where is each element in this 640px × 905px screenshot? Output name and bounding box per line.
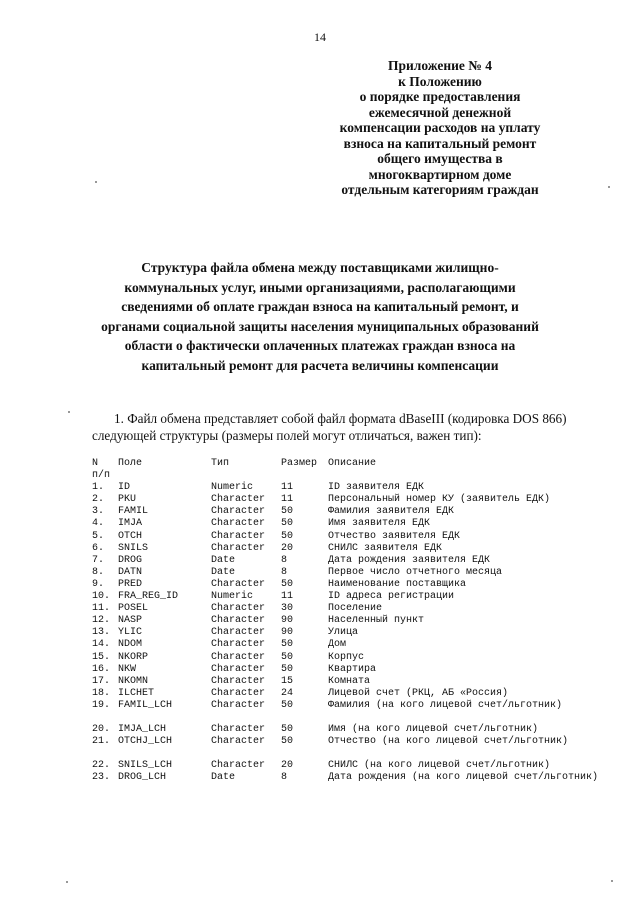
field-name: NKORP <box>118 651 149 663</box>
field-size: 8 <box>281 554 288 566</box>
intro-line: следующей структуры (размеры полей могут отличаться, важен тип): <box>92 428 482 443</box>
table-row <box>92 664 602 676</box>
appendix-line: Приложение № 4 <box>388 58 492 73</box>
page-number: 14 <box>314 30 326 44</box>
field-name: NKOMN <box>118 675 149 687</box>
field-desc: Дата рождения (на кого лицевой счет/льготник) <box>328 772 599 784</box>
field-name: NASP <box>118 615 143 627</box>
field-size: 11 <box>281 482 294 494</box>
field-desc: Дата рождения заявителя ЕДК <box>328 554 491 566</box>
title-line: Структура файла обмена между поставщиками жилищно- <box>141 260 499 275</box>
table-body <box>92 482 602 796</box>
field-type: Character <box>211 639 266 651</box>
field-desc: Отчество заявителя ЕДК <box>328 530 461 542</box>
table-row <box>92 567 602 579</box>
field-desc: Лицевой счет (РКЦ, АБ «Россия) <box>328 687 509 699</box>
title-line: области о фактически оплаченных платежах граждан взноса на <box>124 338 516 353</box>
field-size: 90 <box>281 627 294 639</box>
appendix-line: компенсации расходов на уплату <box>339 120 541 135</box>
appendix-line: о порядке предоставления <box>359 89 521 104</box>
field-type: Character <box>211 736 266 748</box>
row-num: 7. <box>92 554 105 566</box>
appendix-line: ежемесячной денежной <box>368 104 512 120</box>
appendix-header <box>300 58 580 198</box>
row-num: 4. <box>92 518 105 530</box>
intro-paragraph <box>92 410 602 444</box>
field-size: 50 <box>281 506 294 518</box>
row-num: 6. <box>92 542 105 554</box>
field-size: 8 <box>281 772 288 784</box>
scan-speck <box>66 881 68 883</box>
field-name: YLIC <box>118 627 143 639</box>
scan-speck <box>68 411 70 413</box>
row-num: 16. <box>92 663 111 675</box>
field-name: IMJA_LCH <box>118 724 167 736</box>
document-title <box>60 258 580 375</box>
field-name: POSEL <box>118 603 149 615</box>
field-size: 50 <box>281 663 294 675</box>
field-name: ID <box>118 482 131 494</box>
scan-speck <box>611 880 613 882</box>
field-desc: Персональный номер КУ (заявитель ЕДК) <box>328 494 551 506</box>
field-size: 20 <box>281 542 294 554</box>
title-line: капитальный ремонт для расчета величины компенсации <box>141 357 499 373</box>
row-num: 8. <box>92 566 105 578</box>
field-type: Date <box>211 566 236 578</box>
field-name: IMJA <box>118 518 143 530</box>
field-desc: Первое число отчетного месяца <box>328 566 503 578</box>
table-row <box>92 615 602 627</box>
table-row <box>92 700 602 724</box>
field-type: Character <box>211 699 266 711</box>
field-desc: Поселение <box>328 603 383 615</box>
field-desc: Корпус <box>328 651 365 663</box>
field-type: Character <box>211 518 266 530</box>
table-row <box>92 579 602 591</box>
field-name: SNILS <box>118 542 149 554</box>
table-row <box>92 676 602 688</box>
intro-line: 1. Файл обмена представляет собой файл формата dBaseIII (кодировка DOS 866) <box>114 411 567 426</box>
table-header-row-2 <box>92 470 602 482</box>
title-line: сведениями об оплате граждан взноса на капитальный ремонт, и <box>121 299 519 314</box>
row-num: 21. <box>92 736 111 748</box>
field-size: 20 <box>281 760 294 772</box>
table-row <box>92 494 602 506</box>
table-row <box>92 724 602 736</box>
field-name: OTCHJ_LCH <box>118 736 173 748</box>
field-type: Character <box>211 578 266 590</box>
field-desc: Наименование поставщика <box>328 578 467 590</box>
field-desc: Фамилия заявителя ЕДК <box>328 506 455 518</box>
field-name: NDOM <box>118 639 143 651</box>
field-desc: СНИЛС (на кого лицевой счет/льготник) <box>328 760 551 772</box>
field-name: FAMIL_LCH <box>118 699 173 711</box>
field-type: Character <box>211 687 266 699</box>
field-size: 50 <box>281 699 294 711</box>
field-desc: Имя заявителя ЕДК <box>328 518 431 530</box>
field-type: Character <box>211 675 266 687</box>
scan-speck <box>95 181 97 183</box>
appendix-line: к Положению <box>398 73 482 89</box>
appendix-line: отдельным категориям граждан <box>341 182 539 197</box>
field-desc: Дом <box>328 639 347 651</box>
header-num-2: п/п <box>92 470 111 482</box>
row-num: 2. <box>92 494 105 506</box>
field-type: Character <box>211 542 266 554</box>
table-row <box>92 555 602 567</box>
appendix-line: взноса на капитальный ремонт <box>343 135 537 151</box>
table-row <box>92 688 602 700</box>
field-name: SNILS_LCH <box>118 760 173 772</box>
row-num: 5. <box>92 530 105 542</box>
row-num: 1. <box>92 482 105 494</box>
field-desc: Квартира <box>328 663 377 675</box>
scan-speck <box>608 186 610 188</box>
field-desc: Населенный пункт <box>328 615 425 627</box>
row-num: 10. <box>92 591 111 603</box>
table-row <box>92 652 602 664</box>
field-size: 50 <box>281 578 294 590</box>
appendix-line: многоквартирном доме <box>368 166 512 182</box>
table-row <box>92 543 602 555</box>
table-row <box>92 772 602 796</box>
table-row <box>92 518 602 530</box>
field-size: 50 <box>281 736 294 748</box>
row-num: 19. <box>92 699 111 711</box>
field-size: 24 <box>281 687 294 699</box>
field-size: 50 <box>281 639 294 651</box>
header-name: Поле <box>118 458 143 469</box>
field-desc: Улица <box>328 627 359 639</box>
field-size: 50 <box>281 530 294 542</box>
field-type: Date <box>211 772 236 784</box>
field-size: 50 <box>281 724 294 736</box>
table-row <box>92 760 602 772</box>
row-num: 3. <box>92 506 105 518</box>
field-type: Numeric <box>211 482 254 494</box>
field-size: 11 <box>281 591 294 603</box>
field-name: OTCH <box>118 530 143 542</box>
table-header-row <box>92 458 602 470</box>
row-num: 12. <box>92 615 111 627</box>
field-size: 8 <box>281 566 288 578</box>
row-num: 9. <box>92 578 105 590</box>
row-num: 22. <box>92 760 111 772</box>
field-name: NKW <box>118 663 137 675</box>
field-name: PRED <box>118 578 143 590</box>
field-type: Character <box>211 494 266 506</box>
row-num: 20. <box>92 724 111 736</box>
field-name: DROG_LCH <box>118 772 167 784</box>
field-desc: ID адреса регистрации <box>328 591 455 603</box>
field-type: Character <box>211 506 266 518</box>
table-row <box>92 639 602 651</box>
table-row <box>92 591 602 603</box>
header-num: N <box>92 458 99 469</box>
row-num: 23. <box>92 772 111 784</box>
appendix-line: общего имущества в <box>377 151 503 166</box>
header-size: Размер <box>281 458 318 469</box>
field-type: Character <box>211 615 266 627</box>
field-name: PKU <box>118 494 137 506</box>
row-num: 17. <box>92 675 111 687</box>
field-name: DROG <box>118 554 143 566</box>
table-row <box>92 506 602 518</box>
title-line: коммунальных услуг, иными организациями, располагающими <box>124 279 516 295</box>
field-name: FRA_REG_ID <box>118 591 179 603</box>
table-row <box>92 736 602 760</box>
field-type: Numeric <box>211 591 254 603</box>
table-row <box>92 627 602 639</box>
field-type: Character <box>211 724 266 736</box>
field-type: Date <box>211 554 236 566</box>
field-type: Character <box>211 530 266 542</box>
field-size: 11 <box>281 494 294 506</box>
field-size: 30 <box>281 603 294 615</box>
table-row <box>92 482 602 494</box>
field-desc: Имя (на кого лицевой счет/льготник) <box>328 724 539 736</box>
field-type: Character <box>211 760 266 772</box>
row-num: 18. <box>92 687 111 699</box>
header-desc: Описание <box>328 458 377 469</box>
field-type: Character <box>211 651 266 663</box>
title-line: органами социальной защиты населения муниципальных образований <box>101 318 539 334</box>
field-size: 50 <box>281 651 294 663</box>
row-num: 15. <box>92 651 111 663</box>
field-desc: Отчество (на кого лицевой счет/льготник) <box>328 736 569 748</box>
table-row <box>92 531 602 543</box>
field-type: Character <box>211 627 266 639</box>
row-num: 14. <box>92 639 111 651</box>
field-type: Character <box>211 603 266 615</box>
field-name: DATN <box>118 566 143 578</box>
field-name: ILCHET <box>118 687 155 699</box>
field-size: 90 <box>281 615 294 627</box>
header-type: Тип <box>211 458 230 469</box>
field-size: 15 <box>281 675 294 687</box>
field-desc: Фамилия (на кого лицевой счет/льготник) <box>328 699 563 711</box>
field-desc: Комната <box>328 675 371 687</box>
field-desc: ID заявителя ЕДК <box>328 482 425 494</box>
field-name: FAMIL <box>118 506 149 518</box>
row-num: 11. <box>92 603 111 615</box>
field-desc: СНИЛС заявителя ЕДК <box>328 542 443 554</box>
field-type: Character <box>211 663 266 675</box>
field-size: 50 <box>281 518 294 530</box>
table-row <box>92 603 602 615</box>
row-num: 13. <box>92 627 111 639</box>
fields-table <box>92 458 602 797</box>
